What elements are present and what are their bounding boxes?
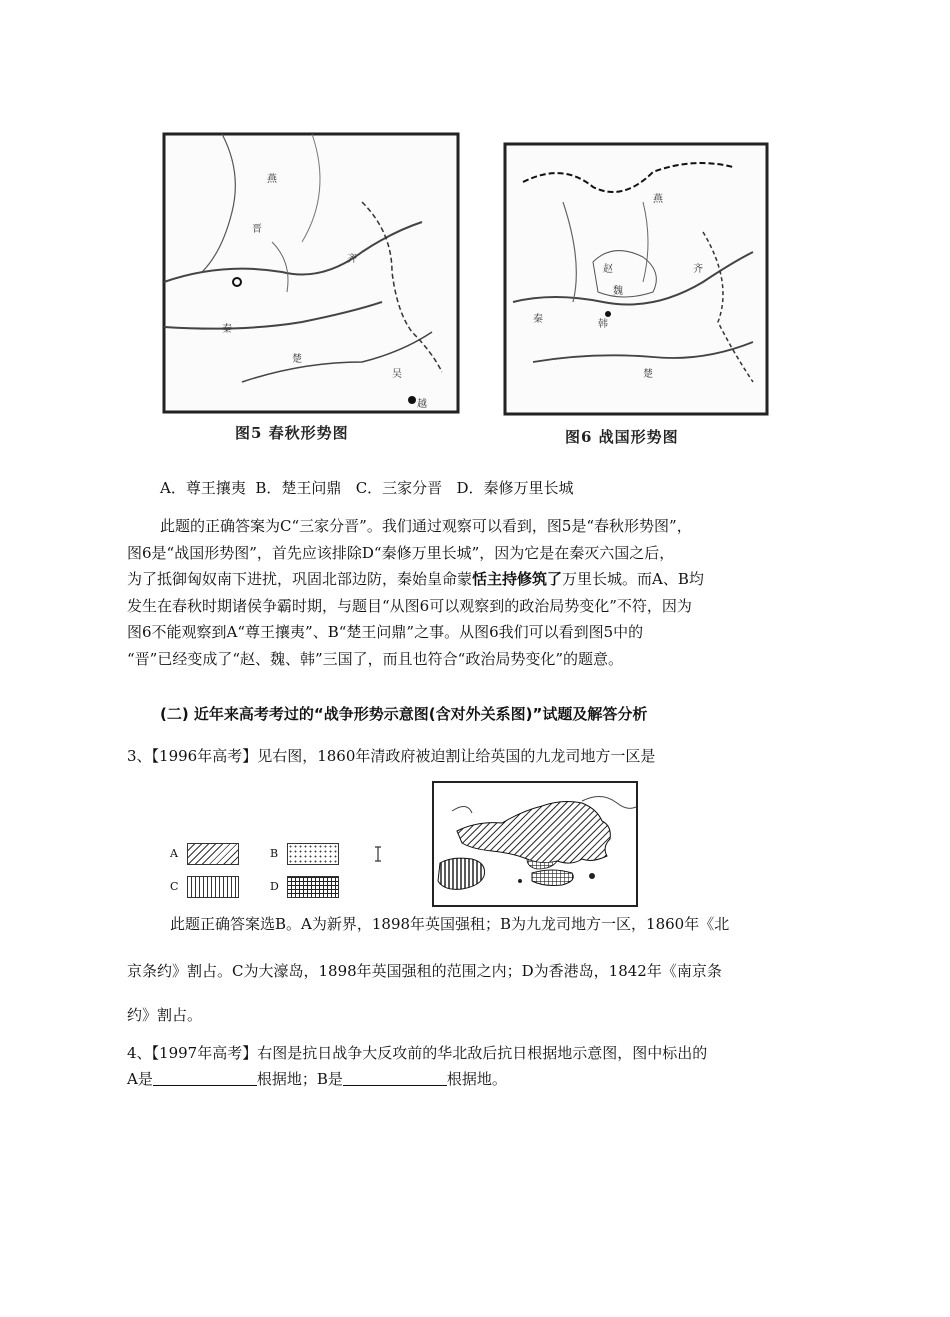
legend-label-b: B <box>270 847 279 860</box>
svg-text:越: 越 <box>417 399 427 410</box>
legend-swatch-a <box>187 843 239 865</box>
svg-text:齐: 齐 <box>347 254 357 265</box>
q4-blank-b[interactable] <box>343 1071 447 1086</box>
svg-text:韩: 韩 <box>598 319 608 330</box>
map6-caption: 图6 战国形势图 <box>565 428 679 446</box>
text-cursor-icon <box>373 846 383 862</box>
analysis-line-3a: 为了抵御匈奴南下进扰，巩固北部边防，秦始皇命蒙 <box>127 570 473 588</box>
svg-text:楚: 楚 <box>292 354 302 365</box>
map-spring-autumn-drawing <box>162 132 460 414</box>
analysis-line-5: 图6不能观察到A“尊王攘夷”、B“楚王问鼎”之事。从图6我们可以看到图5中的 <box>127 623 644 641</box>
svg-text:赵: 赵 <box>603 264 613 275</box>
q3-stem: 3、【1996年高考】见右图，1860年清政府被迫割让给英国的九龙司地方一区是 <box>127 747 656 765</box>
analysis-line-1: 此题的正确答案为C“三家分晋”。我们通过观察可以看到，图5是“春秋形势图”， <box>160 517 692 535</box>
map-hong-kong-drawing <box>432 781 638 907</box>
legend-swatch-b <box>287 843 339 865</box>
svg-text:齐: 齐 <box>693 264 703 275</box>
q4-blank-a[interactable] <box>153 1071 257 1086</box>
svg-text:楚: 楚 <box>643 369 653 380</box>
svg-text:魏: 魏 <box>613 286 623 297</box>
section-heading: (二) 近年来高考考过的“战争形势示意图(含对外关系图)”试题及解答分析 <box>160 705 648 723</box>
q4-a-label: A是 <box>127 1070 153 1088</box>
q3-analysis-3: 约》割占。 <box>127 1006 203 1024</box>
svg-text:吴: 吴 <box>392 369 402 380</box>
analysis-line-2: 图6是“战国形势图”，首先应该排除D“秦修万里长城”，因为它是在秦灭六国之后， <box>127 543 675 562</box>
svg-text:秦: 秦 <box>222 324 232 335</box>
analysis-line-6: “晋”已经变成了“赵、魏、韩”三国了，而且也符合“政治局势变化”的题意。 <box>127 649 624 668</box>
map5-caption: 图5 春秋形势图 <box>235 424 349 442</box>
svg-text:燕: 燕 <box>653 194 663 205</box>
q4-mid-text: 根据地；B是 <box>256 1070 343 1088</box>
q4-line-2 <box>127 1068 507 1089</box>
legend-swatch-d <box>287 876 339 898</box>
legend-label-d: D <box>270 880 279 893</box>
q3-analysis-1: 此题正确答案选B。A为新界，1898年英国强租；B为九龙司地方一区，1860年《北 <box>170 915 730 933</box>
q4-stem: 4、【1997年高考】右图是抗日战争大反攻前的华北敌后抗日根据地示意图，图中标出的 <box>127 1044 708 1062</box>
legend-swatch-c <box>187 876 239 898</box>
analysis-line-4: 发生在春秋时期诸侯争霸时期，与题目“从图6可以观察到的政治局势变化”不符，因为 <box>127 596 692 615</box>
analysis-highlight: 恬主持修筑了 <box>472 570 563 588</box>
analysis-line-3c: 万里长城。而A、B均 <box>562 570 704 588</box>
q2-analysis <box>127 513 704 672</box>
map-spring-autumn <box>162 132 460 414</box>
map-warring-states <box>503 142 769 416</box>
map-warring-states-drawing <box>503 142 769 416</box>
q4-end-text: 根据地。 <box>446 1070 507 1088</box>
analysis-line-3 <box>127 566 704 593</box>
svg-text:秦: 秦 <box>533 314 543 325</box>
q2-options: A．尊王攘夷 B．楚王问鼎 C．三家分晋 D．秦修万里长城 <box>160 479 574 497</box>
svg-text:燕: 燕 <box>267 174 277 185</box>
legend-label-a: A <box>170 847 178 860</box>
legend-label-c: C <box>170 880 179 893</box>
q3-analysis-2: 京条约》割占。C为大濠岛，1898年英国强租的范围之内；D为香港岛，1842年《南京条 <box>127 962 722 980</box>
svg-text:晋: 晋 <box>252 224 262 235</box>
map-hong-kong <box>432 781 638 907</box>
